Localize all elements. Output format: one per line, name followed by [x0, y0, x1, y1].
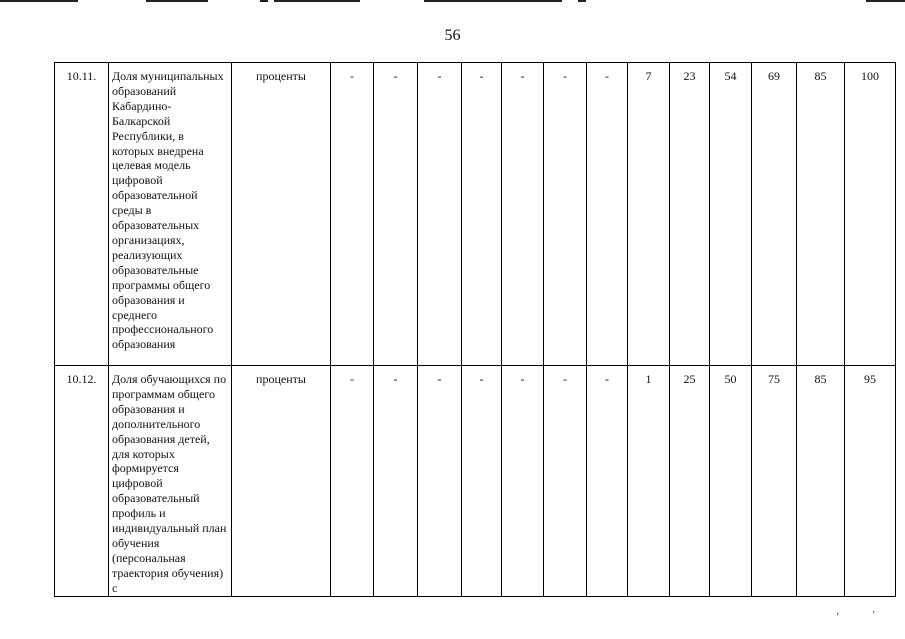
value-cell: 85 [797, 63, 845, 366]
indicator-name: Доля муниципальных образований Кабардино-Балкарской Республики, в которых внедрена целевая модель цифровой образовательной среды в образовательных организациях, реализующих образовательные программы общего образования и среднего профессионального образования [109, 63, 232, 366]
value-cell: - [502, 366, 544, 597]
scan-artifact-line [0, 0, 78, 2]
value-cell: 1 [628, 366, 670, 597]
value-cell: - [587, 63, 628, 366]
value-cell: 54 [710, 63, 752, 366]
value-cell: 69 [752, 63, 797, 366]
row-number: 10.11. [55, 63, 109, 366]
value-cell: 50 [710, 366, 752, 597]
value-cell: - [544, 366, 587, 597]
value-cell: - [374, 63, 418, 366]
table-row [55, 63, 896, 366]
value-cell: - [587, 366, 628, 597]
value-cell: 75 [752, 366, 797, 597]
scan-speck: ’ [836, 612, 840, 623]
value-cell: - [374, 366, 418, 597]
scan-artifact-line [424, 0, 562, 2]
value-cell: - [462, 366, 502, 597]
scan-artifact-line [578, 0, 586, 2]
scan-speck: ’ [872, 610, 876, 621]
value-cell: 95 [845, 366, 896, 597]
value-cell: - [462, 63, 502, 366]
scan-artifact-line [866, 0, 905, 2]
value-cell: - [331, 366, 374, 597]
unit-cell: проценты [232, 366, 331, 597]
indicator-table [54, 62, 896, 597]
scan-artifact-line [260, 0, 268, 2]
scan-artifact-line [146, 0, 208, 2]
value-cell: - [418, 63, 462, 366]
indicator-name: Доля обучающихся по программам общего образования и дополнительного образования детей, для которых формируется цифровой образовательный профиль и индивидуальный план обучения (персональная траектория обучения) с [109, 366, 232, 597]
row-number: 10.12. [55, 366, 109, 597]
scan-artifact-line [274, 0, 360, 2]
value-cell: 25 [670, 366, 710, 597]
value-cell: 85 [797, 366, 845, 597]
value-cell: - [418, 366, 462, 597]
table-row [55, 366, 896, 597]
value-cell: 23 [670, 63, 710, 366]
unit-cell: проценты [232, 63, 331, 366]
page-number: 56 [444, 27, 461, 44]
value-cell: 7 [628, 63, 670, 366]
value-cell: - [544, 63, 587, 366]
value-cell: - [502, 63, 544, 366]
value-cell: - [331, 63, 374, 366]
value-cell: 100 [845, 63, 896, 366]
